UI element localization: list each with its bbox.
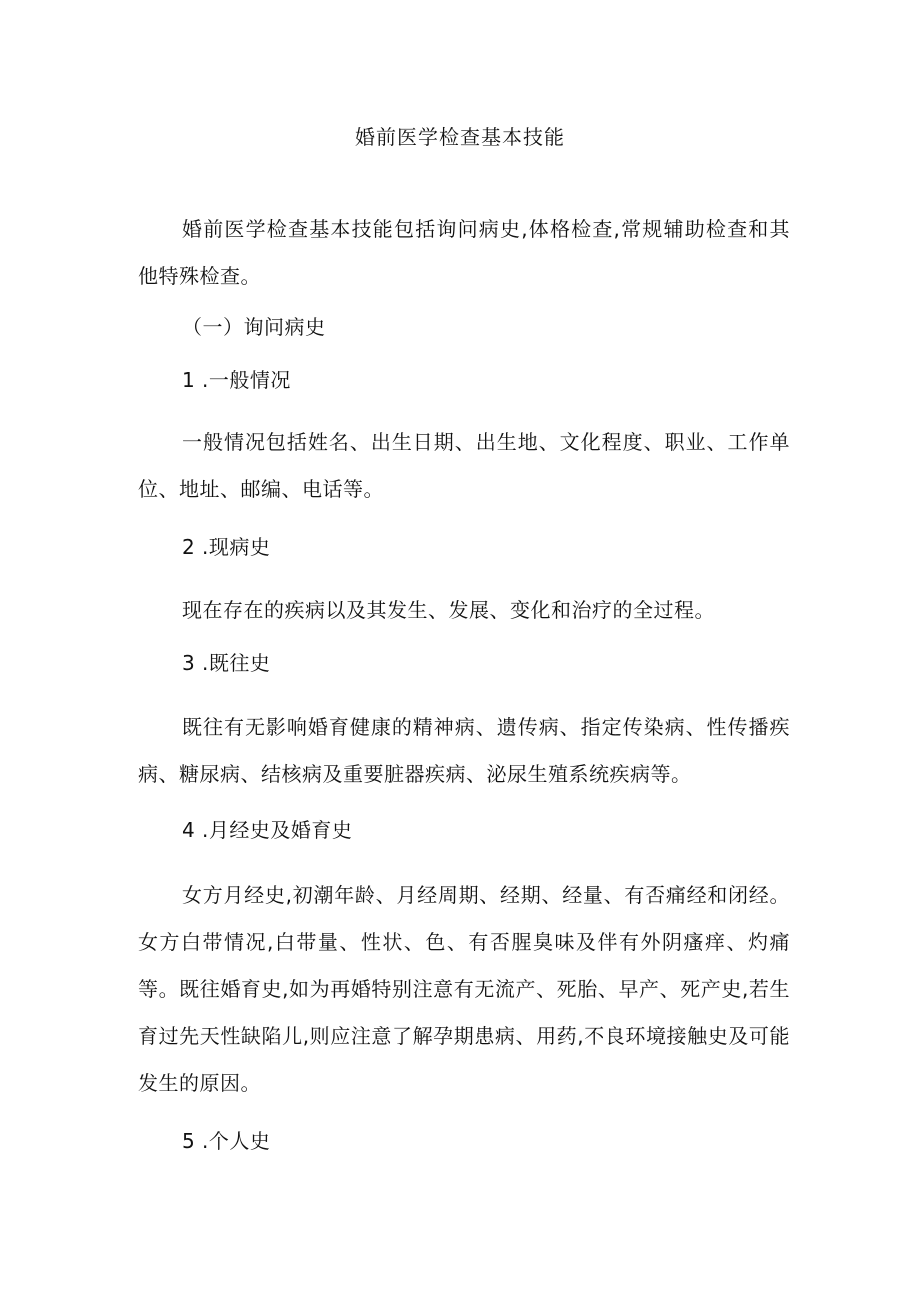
- item-heading-text: .月经史及婚育史: [202, 818, 353, 842]
- intro-paragraph: 婚前医学检查基本技能包括询问病史,体格检查,常规辅助检查和其他特殊检查。: [138, 217, 790, 288]
- item-number: 2: [182, 535, 196, 559]
- item-body-1: 一般情况包括姓名、出生日期、出生地、文化程度、职业、工作单位、地址、邮编、电话等。: [138, 430, 790, 501]
- document-title: 婚前医学检查基本技能: [355, 125, 565, 149]
- item-heading-text: .既往史: [202, 651, 271, 675]
- item-heading-2: [182, 532, 270, 562]
- item-heading-text: .一般情况: [202, 368, 291, 392]
- item-body-3: 既往有无影响婚育健康的精神病、遗传病、指定传染病、性传播疾病、糖尿病、结核病及重要脏器疾病、泌尿生殖系统疾病等。: [138, 715, 790, 786]
- item-number: 5: [182, 1129, 196, 1153]
- item-number: 4: [182, 818, 196, 842]
- item-body-2: 现在存在的疾病以及其发生、发展、变化和治疗的全过程。: [182, 598, 715, 622]
- item-body-4: 女方月经史,初潮年龄、月经周期、经期、经量、有否痛经和闭经。女方白带情况,白带量、性状、色、有否腥臭味及伴有外阴瘙痒、灼痛等。既往婚育史,如为再婚特别注意有无流产、死胎、早产、死产史,若生育过先天性缺陷儿,则应注意了解孕期患病、用药,不良环境接触史及可能发生的原因。: [138, 883, 790, 1095]
- item-heading-3: [182, 648, 270, 678]
- item-heading-text: .个人史: [202, 1129, 271, 1153]
- item-number: 3: [182, 651, 196, 675]
- item-heading-4: [182, 815, 352, 845]
- item-number: 1: [182, 368, 196, 392]
- item-heading-1: [182, 365, 291, 395]
- section-heading: （一）询问病史: [182, 315, 326, 339]
- item-heading-text: .现病史: [202, 535, 271, 559]
- item-heading-5: [182, 1126, 270, 1156]
